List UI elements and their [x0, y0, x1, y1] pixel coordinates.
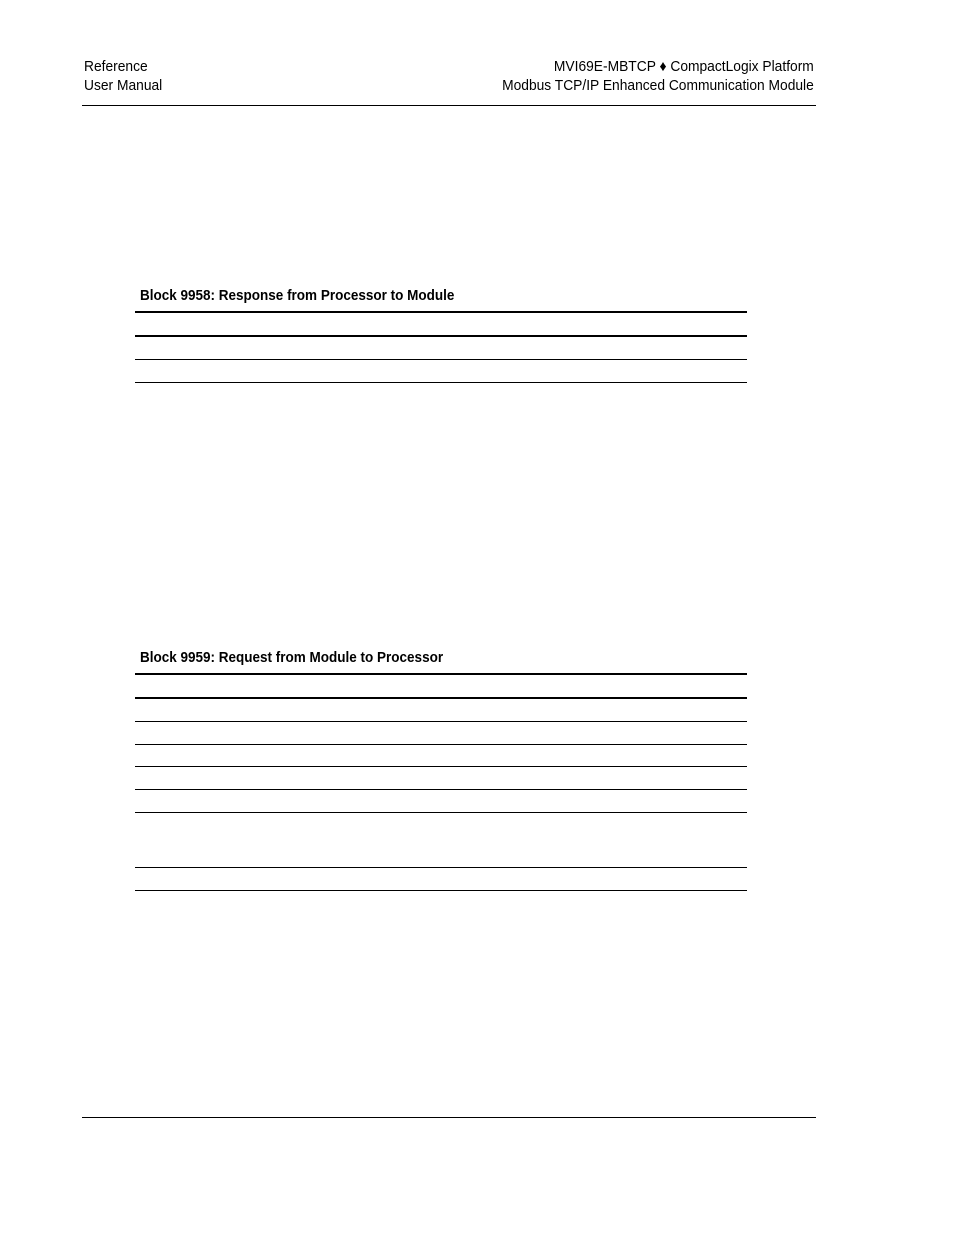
footer-divider [82, 1117, 816, 1118]
header-divider [82, 105, 816, 106]
header-document-type: User Manual [84, 77, 163, 94]
table-row-rule [135, 867, 747, 868]
table-row-rule [135, 766, 747, 767]
page-header-left [84, 57, 162, 95]
table-row-rule [135, 359, 747, 360]
block-9958-table [135, 287, 747, 387]
page-header-right [502, 57, 814, 95]
table-caption: Block 9959: Request from Module to Processor [140, 649, 444, 666]
table-header-rule [135, 335, 747, 337]
block-9959-table [135, 649, 747, 894]
header-section-name: Reference [84, 58, 148, 75]
table-row-rule [135, 812, 747, 813]
table-caption: Block 9958: Response from Processor to Module [140, 287, 455, 304]
table-row-rule [135, 789, 747, 790]
table-row-rule [135, 744, 747, 745]
table-row-rule [135, 721, 747, 722]
table-bottom-rule [135, 382, 747, 383]
table-bottom-rule [135, 890, 747, 891]
header-product-name: MVI69E-MBTCP ♦ CompactLogix Platform [554, 58, 814, 75]
table-top-rule [135, 673, 747, 675]
header-product-description: Modbus TCP/IP Enhanced Communication Module [502, 77, 814, 94]
table-header-rule [135, 697, 747, 699]
table-top-rule [135, 311, 747, 313]
